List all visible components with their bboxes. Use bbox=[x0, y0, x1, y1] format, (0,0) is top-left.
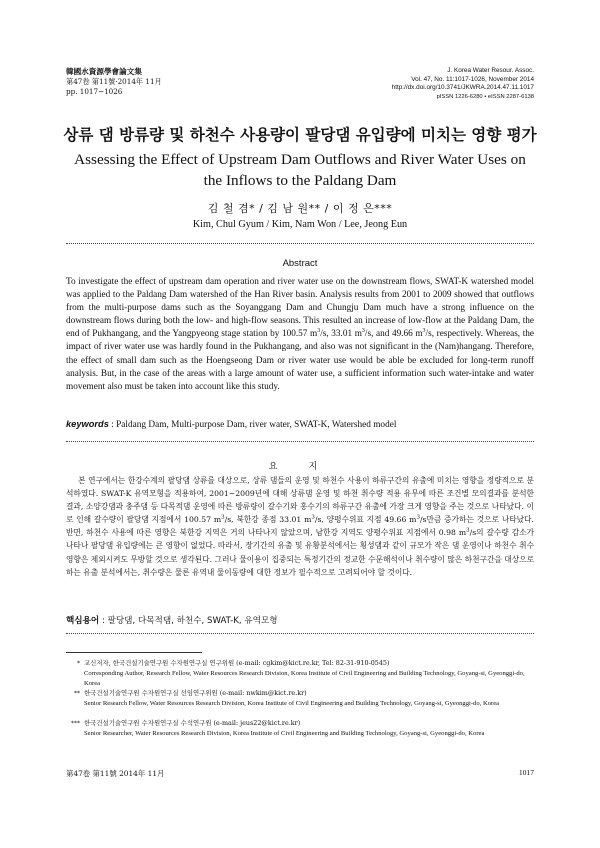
abstract-part: To investigate the effect of upstream dam operation and river water use on the downstream flows, SWAT-K watershed model was applied to the Paldang Dam watershed of the Han River basin. Analysis results from 2001 to 2009 showed that outflows from the multi-purpose dams such as the Soyanggang Dam and Chungju Dam much have a strong influence on the downstream flows during both the low- and high-flow seasons. This resulted an increase of low-flow at the Paldang Dam, the end of Pukhangang, and the Yangpyeong stage station by 100.57 m bbox=[66, 277, 534, 340]
footer-page-number: 1017 bbox=[518, 768, 534, 777]
journal-header-left bbox=[66, 67, 162, 97]
superscript: 3 bbox=[317, 328, 321, 335]
doi-link[interactable]: http://dx.doi.org/10.3741/JKWRA.2014.47.11.1017 bbox=[391, 84, 534, 92]
footnote-mark: * bbox=[77, 660, 80, 667]
journal-name-en: J. Korea Water Resour. Assoc. bbox=[447, 67, 534, 74]
superscript: 3 bbox=[311, 514, 315, 521]
keywords-ko bbox=[66, 614, 534, 626]
keywords-label: keywords bbox=[66, 419, 109, 429]
journal-name-ko: 韓國水資源學會論文集 bbox=[66, 67, 142, 76]
footnote-ko: 교신저자, 한국건설기술연구원 수자원연구실 연구위원 (e-mail: cgkim@kict.re.kr, Tel: 82-31-910-0545) bbox=[84, 659, 390, 667]
keywords-en bbox=[66, 419, 534, 430]
divider-bottom bbox=[66, 633, 534, 634]
footnote-rule bbox=[66, 652, 202, 653]
journal-volume-ko: 第47卷 第11號·2014年 11月 bbox=[66, 77, 162, 86]
divider-middle bbox=[66, 441, 534, 442]
footnote-mark: *** bbox=[71, 720, 80, 727]
superscript: 3 bbox=[221, 514, 225, 521]
footer-journal-issue: 第47卷 第11號 2014年 11月 bbox=[66, 769, 165, 778]
title-korean: 상류 댐 방류량 및 하천수 사용량이 팔당댐 유입량에 미치는 영향 평가 bbox=[63, 126, 537, 144]
abstract-part: /s, and 49.66 m bbox=[364, 329, 423, 340]
abstract-heading: Abstract bbox=[282, 258, 318, 269]
yoji-part: /s, 양평수위표 지점 49.66 m bbox=[314, 515, 417, 525]
yoji-part: 본 연구에서는 한강수계의 팔당댐 상류를 대상으로, 상류 댐들의 운영 및 하천수 사용이 하류구간의 유출에 미치는 영향을 정량적으로 분석하였다. SWAT-K 유역모형을 적용하여, 2001∼2009년에 대해 상류댐 운영 및 하천 취수량 적용 유무에 따른 조건별 모의결과를 분석한 결과, 소양강댐과 충주댐 등 다목적댐 운영에 따른 방류량이 갈수기와 홍수기의 하류구간 유출에 가장 크게 영향을 주는 것으로 나타났다. 이로 인해 갈수량이 팔당댐 지점에서 100.57 m bbox=[66, 476, 534, 525]
footnote-en: Corresponding Author, Research Fellow, Water Resources Research Division, Korea Institute of Civil Engineering and Building Technology, Goyang-si, Gyeonggi-do, Korea bbox=[84, 669, 525, 687]
yoji-part: /s만큼 증가하는 것으로 나타났다. 반면, 하천수 사용에 따른 영향은 북한강 지역은 거의 나타나지 않았으며, 남한강 지역도 양평수위표 지점에서 0.98 m bbox=[66, 515, 534, 538]
footnote-mark: ** bbox=[74, 690, 80, 697]
issn: pISSN 1226-6280 • eISSN 2287-6138 bbox=[436, 93, 534, 100]
superscript: 3 bbox=[422, 328, 426, 335]
korean-abstract-text bbox=[66, 474, 534, 579]
title-english: Assessing the Effect of Upstream Dam Outflows and River Water Uses on the Inflows to the Paldang Dam bbox=[74, 151, 526, 189]
footnote-2 bbox=[66, 689, 536, 709]
footnote-3 bbox=[66, 719, 536, 739]
divider-top bbox=[66, 243, 534, 244]
yoji-part: /s의 갈수량 감소가 나타나 팔당댐 유입량에는 큰 영향이 없었다. 따라서, 장기간의 유출 및 유황분석에서는 횡성댐과 같이 규모가 작은 댐 운영이나 하천수 취수 영향은 제외시켜도 무방할 것으로 생각된다. 그러나 물이용이 집중되는 특정기간의 정교한 수문해석이나 취수량이 많은 하천구간을 대상으로 하는 유출 분석에서는, 취수량은 물론 유역내 물이동량에 대한 정보가 필수적으로 고려되어야 할 것이다. bbox=[66, 528, 535, 577]
journal-pages: pp. 1017∼1026 bbox=[66, 87, 123, 96]
superscript: 3 bbox=[466, 527, 470, 534]
superscript: 3 bbox=[361, 328, 365, 335]
authors-korean: 김 철 겸* / 김 남 원** / 이 정 은*** bbox=[207, 202, 393, 215]
journal-header-right bbox=[392, 67, 534, 101]
keywords-ko-label: 핵심용어 bbox=[66, 616, 100, 626]
abstract-part: /s, 33.01 m bbox=[320, 329, 362, 340]
keywords-ko-text: : 팔당댐, 다목적댐, 하천수, SWAT-K, 유역모형 bbox=[99, 616, 278, 626]
superscript: 3 bbox=[416, 514, 420, 521]
footnote-ko: 한국건설기술연구원 수자원연구실 선임연구위원 (e-mail: nwkim@kict.re.kr) bbox=[84, 689, 307, 697]
journal-volume-en: Vol. 47, No. 11:1017-1026, November 2014 bbox=[411, 75, 534, 83]
abstract-text bbox=[66, 276, 534, 394]
footnote-1 bbox=[66, 659, 536, 688]
korean-abstract-heading: 요 지 bbox=[268, 461, 332, 472]
footnote-ko: 한국건설기술연구원 수자원연구실 수석연구원 (e-mail: jeus22@kict.re.kr) bbox=[84, 719, 301, 727]
authors-english: Kim, Chul Gyum / Kim, Nam Won / Lee, Jeong Eun bbox=[192, 219, 408, 230]
footnote-en: Senior Researcher, Water Resources Research Division, Korea Institute of Civil Engineering and Building Technology, Goyang-si, Gyeonggi-do, Korea bbox=[84, 729, 485, 737]
footnote-en: Senior Research Fellow, Water Resources Research Division, Korea Institute of Civil Engineering and Building Technology, Goyang-si, Gyeonggi-do, Korea bbox=[84, 699, 500, 707]
abstract-part: /s, respectively. Whereas, the impact of river water use was hardly found in the Pukhangang, and also was not significant in the (Nam)hangang. Therefore, the effect of small dam such as the Hoengseong Dam or river water use would be able be excluded for long-term runoff analysis. But, in the case of the areas with a large amount of water use, a sufficient information such water-intake and water movement also must be taken into account like this study. bbox=[66, 329, 534, 392]
keywords-text: : Paldang Dam, Multi-purpose Dam, river water, SWAT-K, Watershed model bbox=[108, 420, 397, 430]
yoji-part: /s, 북한강 종점 33.01 m bbox=[224, 515, 312, 525]
